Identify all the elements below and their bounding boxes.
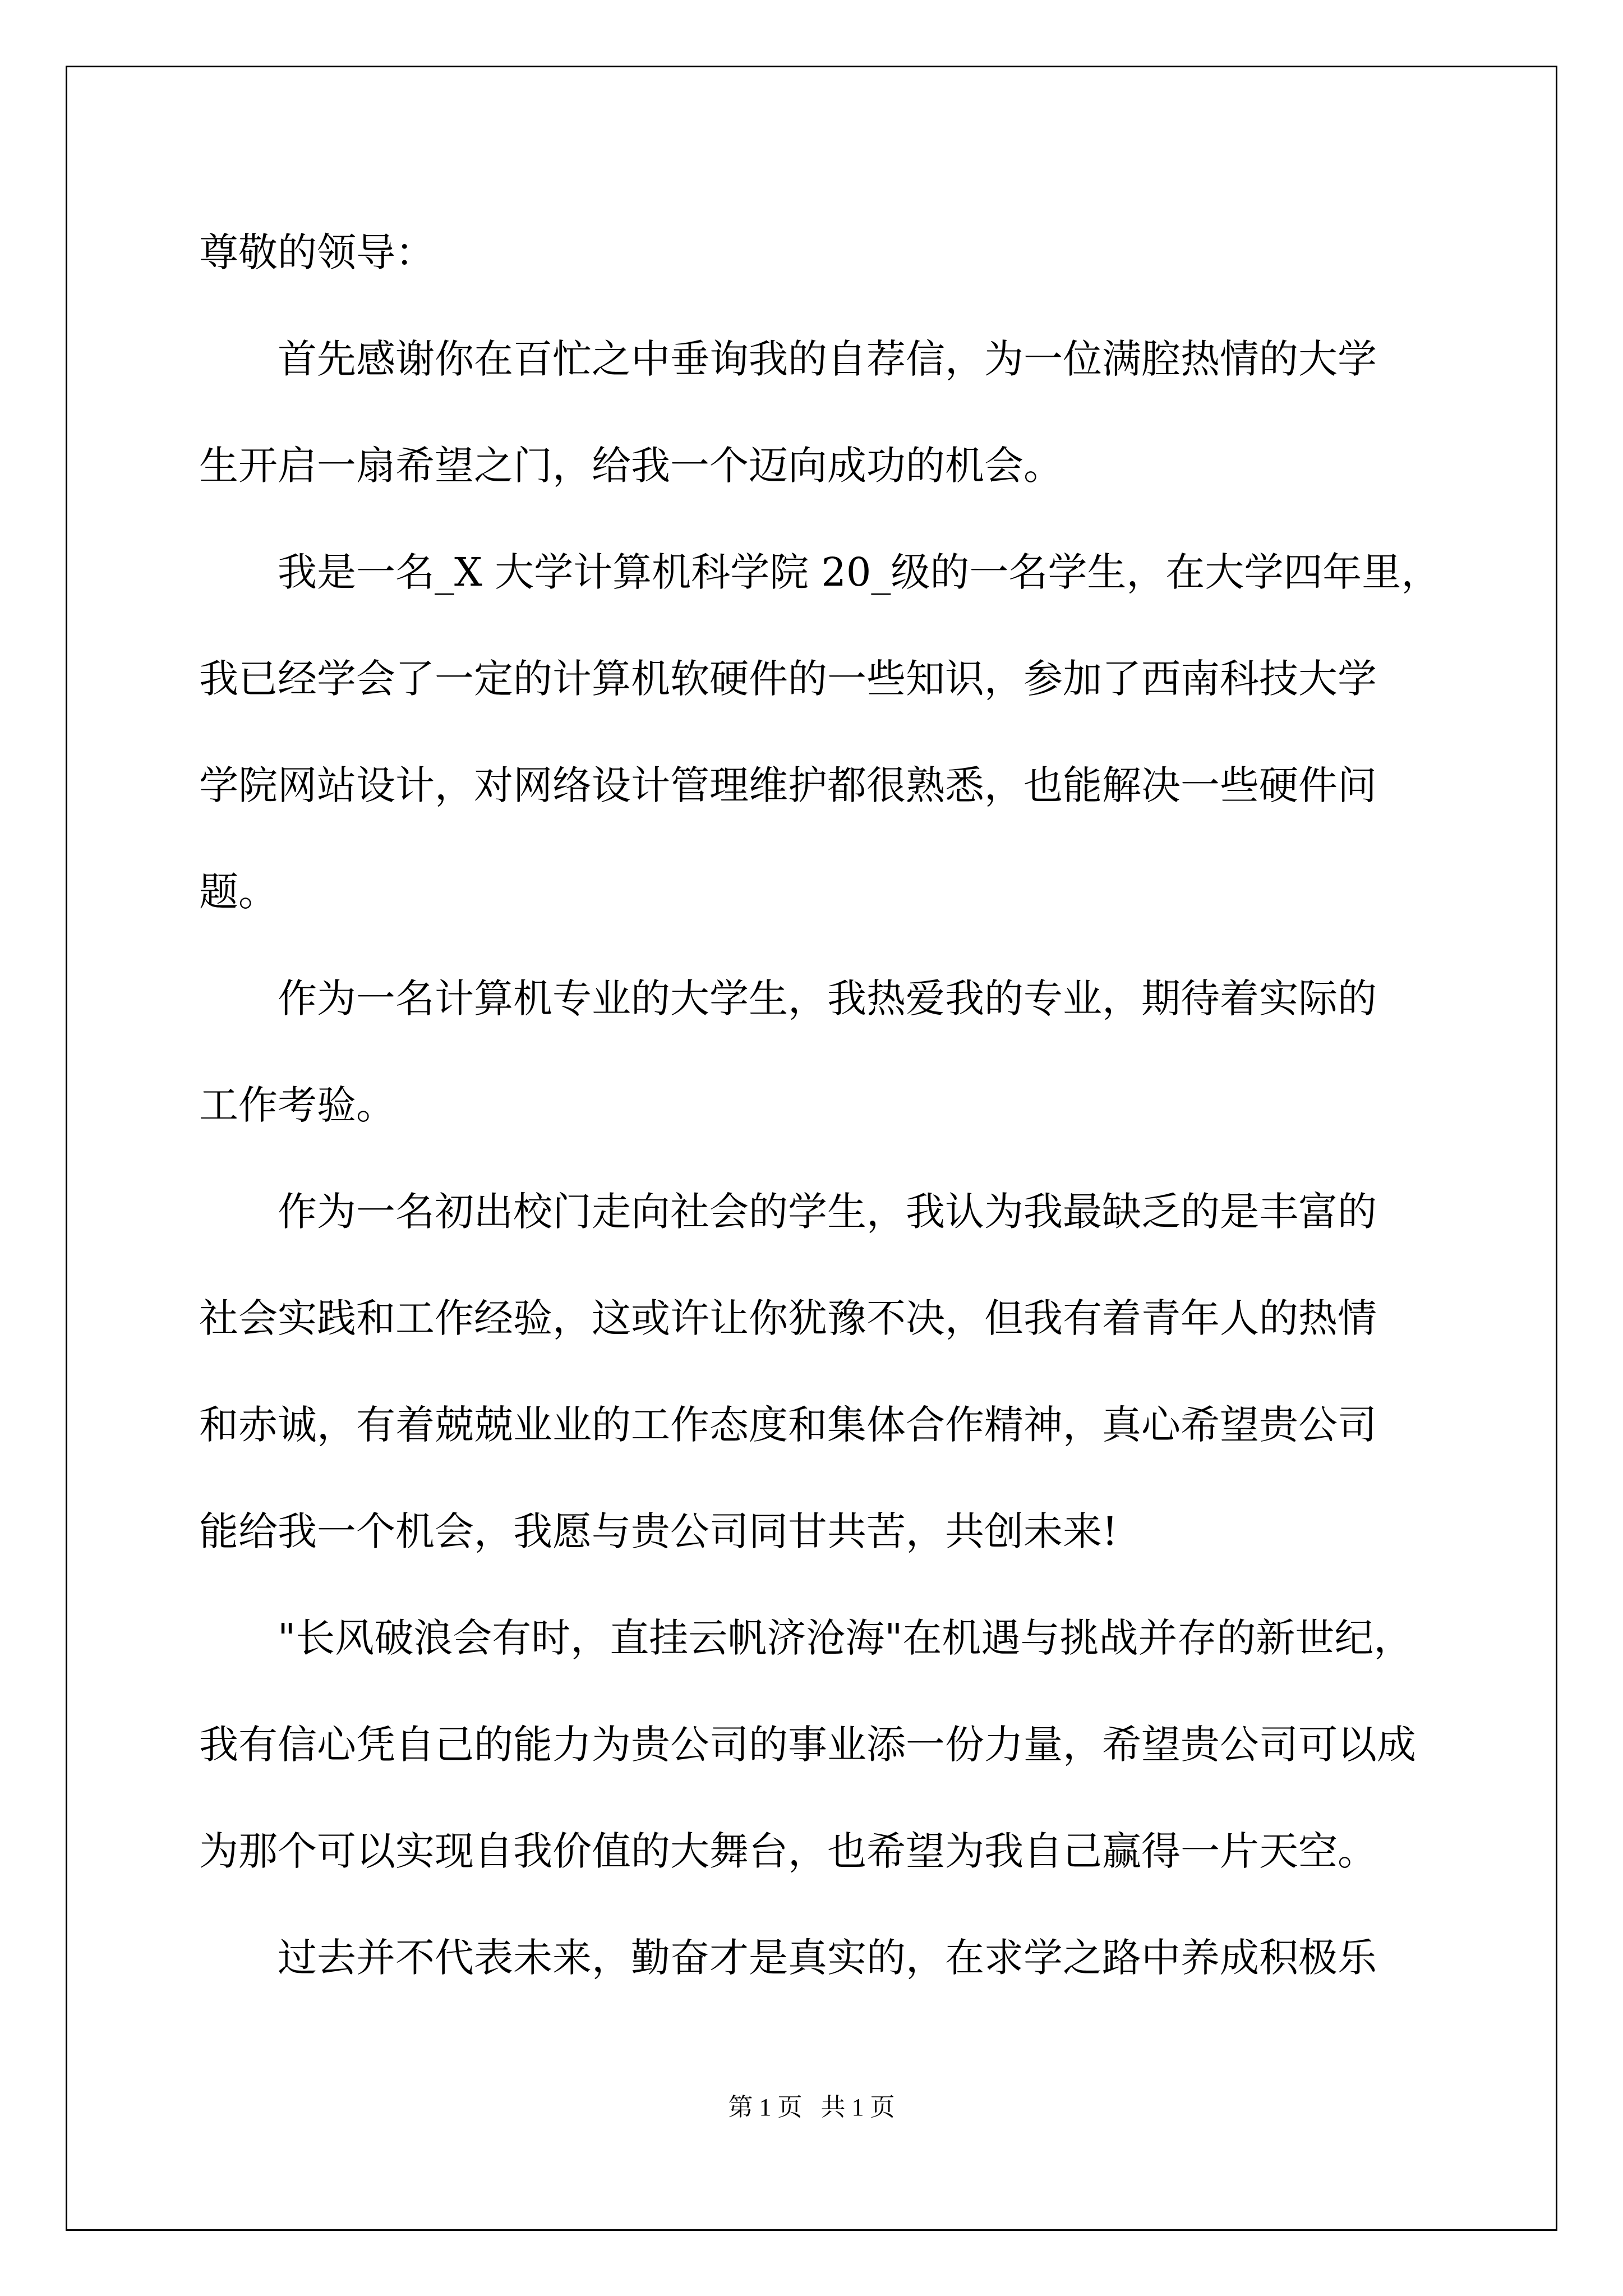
body-line: 我有信心凭自己的能力为贵公司的事业添一份力量，希望贵公司可以成 xyxy=(199,1722,1416,1768)
page-border xyxy=(66,66,1557,2231)
body-line: 过去并不代表未来，勤奋才是真实的，在求学之路中养成积极乐 xyxy=(278,1935,1377,1981)
body-line: 为那个可以实现自我价值的大舞台，也希望为我自己赢得一片天空。 xyxy=(199,1828,1377,1874)
body-line: 生开启一扇希望之门，给我一个迈向成功的机会。 xyxy=(199,443,1063,489)
body-line: 社会实践和工作经验，这或许让你犹豫不决，但我有着青年人的热情 xyxy=(199,1295,1377,1341)
body-line: "长风破浪会有时，直挂云帆济沧海"在机遇与挑战并存的新世纪， xyxy=(278,1615,1413,1661)
body-line: 能给我一个机会，我愿与贵公司同甘共苦，共创未来! xyxy=(199,1508,1118,1554)
body-line: 学院网站设计，对网络设计管理维护都很熟悉，也能解决一些硬件问 xyxy=(199,762,1377,808)
body-line: 作为一名初出校门走向社会的学生，我认为我最缺乏的是丰富的 xyxy=(278,1189,1377,1235)
body-line: 和赤诚，有着兢兢业业的工作态度和集体合作精神，真心希望贵公司 xyxy=(199,1402,1377,1448)
page-number: 第 1 页 xyxy=(728,2093,803,2121)
body-line: 我是一名_X 大学计算机科学院 20_级的一名学生，在大学四年里， xyxy=(278,549,1441,595)
page-total: 共 1 页 xyxy=(820,2093,895,2121)
body-line: 工作考验。 xyxy=(199,1082,395,1128)
body-line: 我已经学会了一定的计算机软硬件的一些知识，参加了西南科技大学 xyxy=(199,656,1377,702)
body-line: 作为一名计算机专业的大学生，我热爱我的专业，期待着实际的 xyxy=(278,976,1377,1022)
page-footer xyxy=(0,2087,1623,2123)
salutation: 尊敬的领导： xyxy=(199,229,435,275)
body-line: 首先感谢你在百忙之中垂询我的自荐信，为一位满腔热情的大学 xyxy=(278,336,1377,382)
body-line: 题。 xyxy=(199,869,278,915)
